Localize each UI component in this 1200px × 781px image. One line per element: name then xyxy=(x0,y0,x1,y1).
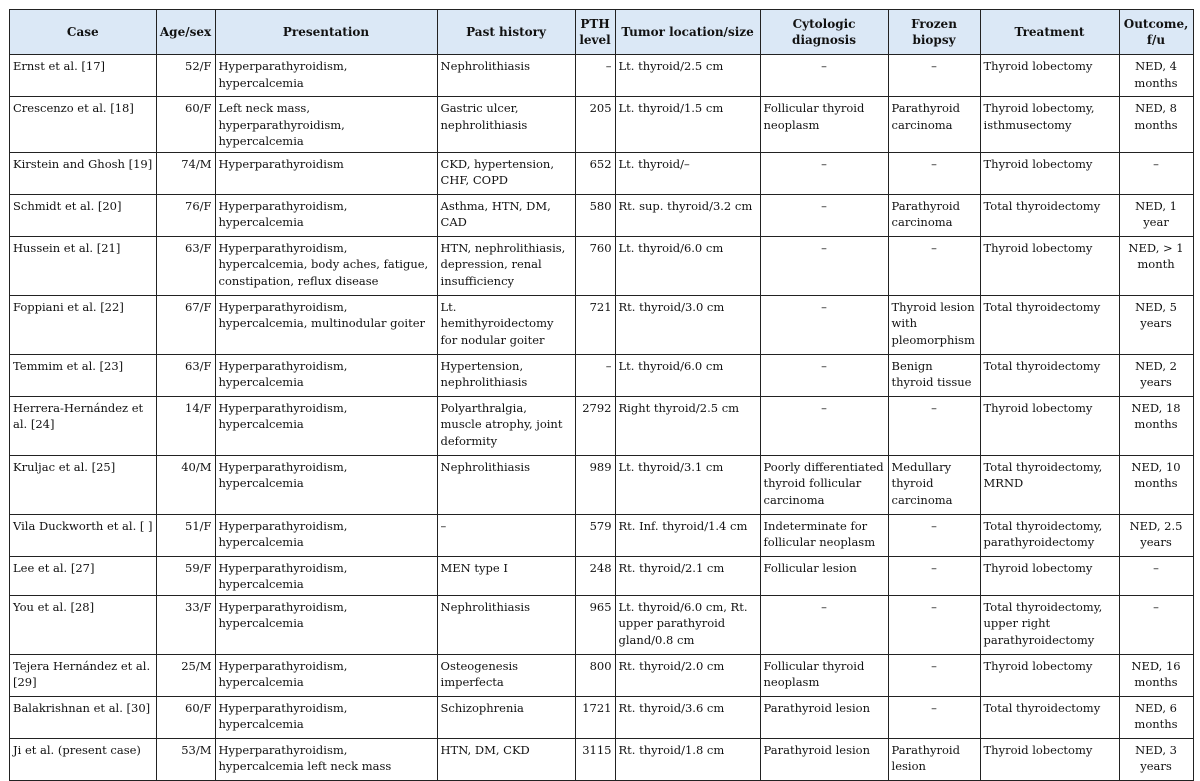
cell-treatment: Thyroid lobectomy xyxy=(980,556,1119,595)
cell-past-history: HTN, DM, CKD xyxy=(437,738,575,780)
header-outcome: Outcome, f/u xyxy=(1119,10,1193,55)
cell-case: Balakrishnan et al. [30] xyxy=(10,696,157,738)
cell-age-sex: 59/F xyxy=(156,556,215,595)
cell-case: Temmim et al. [23] xyxy=(10,354,157,396)
cell-case: Lee et al. [27] xyxy=(10,556,157,595)
cell-case: Herrera-Hernández et al. [24] xyxy=(10,396,157,455)
cell-pth-level: 652 xyxy=(575,152,615,194)
cell-past-history: Nephrolithiasis xyxy=(437,55,575,97)
header-pth-level: PTH level xyxy=(575,10,615,55)
cell-pth-level: 1721 xyxy=(575,696,615,738)
cell-outcome: NED, 6 months xyxy=(1119,696,1193,738)
cell-tumor-location: Lt. thyroid/6.0 cm xyxy=(615,236,760,295)
cell-past-history: Osteogenesis imperfecta xyxy=(437,654,575,696)
header-frozen-biopsy: Frozen biopsy xyxy=(888,10,980,55)
cell-outcome: NED, 3 years xyxy=(1119,738,1193,780)
cell-presentation: Hyperparathyroidism, hypercalcemia xyxy=(215,455,437,514)
cell-past-history: Schizophrenia xyxy=(437,696,575,738)
cell-frozen-biopsy: – xyxy=(888,595,980,654)
cell-cytologic-diagnosis: – xyxy=(760,194,888,236)
cell-tumor-location: Lt. thyroid/6.0 cm, Rt. upper parathyroid gland/0.8 cm xyxy=(615,595,760,654)
cell-presentation: Hyperparathyroidism, hypercalcemia xyxy=(215,654,437,696)
cell-past-history: Gastric ulcer, nephrolithiasis xyxy=(437,97,575,153)
cell-frozen-biopsy: Thyroid lesion with pleomorphism xyxy=(888,295,980,354)
cell-case: Vila Duckworth et al. [ ] xyxy=(10,514,157,556)
cell-presentation: Hyperparathyroidism, hypercalcemia xyxy=(215,556,437,595)
cell-age-sex: 14/F xyxy=(156,396,215,455)
cell-outcome: NED, 18 months xyxy=(1119,396,1193,455)
cell-frozen-biopsy: – xyxy=(888,236,980,295)
cell-frozen-biopsy: Parathyroid carcinoma xyxy=(888,97,980,153)
cell-frozen-biopsy: – xyxy=(888,152,980,194)
cell-cytologic-diagnosis: Parathyroid lesion xyxy=(760,696,888,738)
cell-tumor-location: Right thyroid/2.5 cm xyxy=(615,396,760,455)
cell-pth-level: 760 xyxy=(575,236,615,295)
cell-cytologic-diagnosis: – xyxy=(760,396,888,455)
cell-treatment: Thyroid lobectomy xyxy=(980,654,1119,696)
cell-tumor-location: Rt. sup. thyroid/3.2 cm xyxy=(615,194,760,236)
cell-outcome: NED, > 1 month xyxy=(1119,236,1193,295)
table-body xyxy=(10,55,1194,781)
table-row xyxy=(10,236,1194,295)
cell-pth-level: 965 xyxy=(575,595,615,654)
cell-frozen-biopsy: – xyxy=(888,396,980,455)
cell-presentation: Hyperparathyroidism, hypercalcemia, body aches, fatigue, constipation, reflux disease xyxy=(215,236,437,295)
cell-treatment: Thyroid lobectomy xyxy=(980,152,1119,194)
cell-presentation: Hyperparathyroidism, hypercalcemia left neck mass xyxy=(215,738,437,780)
cell-outcome: NED, 4 months xyxy=(1119,55,1193,97)
cell-presentation: Hyperparathyroidism, hypercalcemia xyxy=(215,696,437,738)
cell-case: You et al. [28] xyxy=(10,595,157,654)
cell-tumor-location: Lt. thyroid/6.0 cm xyxy=(615,354,760,396)
cell-case: Kirstein and Ghosh [19] xyxy=(10,152,157,194)
table-row xyxy=(10,738,1194,780)
cell-frozen-biopsy: – xyxy=(888,55,980,97)
cell-outcome: NED, 10 months xyxy=(1119,455,1193,514)
cell-pth-level: 205 xyxy=(575,97,615,153)
cell-age-sex: 60/F xyxy=(156,696,215,738)
cell-frozen-biopsy: – xyxy=(888,654,980,696)
cell-tumor-location: Rt. thyroid/1.8 cm xyxy=(615,738,760,780)
cell-outcome: NED, 16 months xyxy=(1119,654,1193,696)
cell-cytologic-diagnosis: – xyxy=(760,55,888,97)
cell-cytologic-diagnosis: – xyxy=(760,354,888,396)
cell-past-history: MEN type I xyxy=(437,556,575,595)
cell-past-history: Polyarthralgia, muscle atrophy, joint deformity xyxy=(437,396,575,455)
table-row xyxy=(10,396,1194,455)
cell-cytologic-diagnosis: Follicular thyroid neoplasm xyxy=(760,654,888,696)
case-review-table xyxy=(9,9,1194,781)
cell-tumor-location: Lt. thyroid/2.5 cm xyxy=(615,55,760,97)
cell-past-history: Nephrolithiasis xyxy=(437,595,575,654)
cell-outcome: NED, 5 years xyxy=(1119,295,1193,354)
table-row xyxy=(10,654,1194,696)
header-row xyxy=(10,10,1194,55)
cell-past-history: Lt. hemithyroidectomy for nodular goiter xyxy=(437,295,575,354)
table-row xyxy=(10,514,1194,556)
cell-case: Crescenzo et al. [18] xyxy=(10,97,157,153)
cell-age-sex: 63/F xyxy=(156,354,215,396)
cell-tumor-location: Rt. thyroid/2.1 cm xyxy=(615,556,760,595)
cell-pth-level: 721 xyxy=(575,295,615,354)
table-row xyxy=(10,194,1194,236)
cell-case: Hussein et al. [21] xyxy=(10,236,157,295)
cell-pth-level: 248 xyxy=(575,556,615,595)
cell-past-history: – xyxy=(437,514,575,556)
cell-case: Ernst et al. [17] xyxy=(10,55,157,97)
cell-age-sex: 25/M xyxy=(156,654,215,696)
cell-past-history: HTN, nephrolithiasis, depression, renal insufficiency xyxy=(437,236,575,295)
cell-treatment: Thyroid lobectomy xyxy=(980,396,1119,455)
cell-outcome: – xyxy=(1119,595,1193,654)
cell-frozen-biopsy: – xyxy=(888,696,980,738)
cell-cytologic-diagnosis: – xyxy=(760,295,888,354)
cell-presentation: Left neck mass, hyperparathyroidism, hypercalcemia xyxy=(215,97,437,153)
cell-case: Ji et al. (present case) xyxy=(10,738,157,780)
cell-pth-level: 3115 xyxy=(575,738,615,780)
header-cytologic-diagnosis: Cytologic diagnosis xyxy=(760,10,888,55)
cell-presentation: Hyperparathyroidism, hypercalcemia xyxy=(215,194,437,236)
table-row xyxy=(10,97,1194,153)
cell-pth-level: – xyxy=(575,354,615,396)
cell-tumor-location: Rt. Inf. thyroid/1.4 cm xyxy=(615,514,760,556)
cell-treatment: Thyroid lobectomy xyxy=(980,55,1119,97)
cell-treatment: Total thyroidectomy, parathyroidectomy xyxy=(980,514,1119,556)
cell-age-sex: 67/F xyxy=(156,295,215,354)
cell-frozen-biopsy: – xyxy=(888,556,980,595)
cell-past-history: CKD, hypertension, CHF, COPD xyxy=(437,152,575,194)
cell-cytologic-diagnosis: Poorly differentiated thyroid follicular carcinoma xyxy=(760,455,888,514)
cell-treatment: Thyroid lobectomy xyxy=(980,738,1119,780)
table-row xyxy=(10,55,1194,97)
cell-pth-level: 989 xyxy=(575,455,615,514)
cell-treatment: Total thyroidectomy, MRND xyxy=(980,455,1119,514)
cell-frozen-biopsy: Parathyroid carcinoma xyxy=(888,194,980,236)
header-tumor-location: Tumor location/size xyxy=(615,10,760,55)
table-row xyxy=(10,152,1194,194)
cell-presentation: Hyperparathyroidism, hypercalcemia xyxy=(215,595,437,654)
cell-presentation: Hyperparathyroidism xyxy=(215,152,437,194)
cell-pth-level: 800 xyxy=(575,654,615,696)
header-age-sex: Age/sex xyxy=(156,10,215,55)
cell-treatment: Thyroid lobectomy xyxy=(980,236,1119,295)
table-row xyxy=(10,556,1194,595)
cell-presentation: Hyperparathyroidism, hypercalcemia, multinodular goiter xyxy=(215,295,437,354)
cell-tumor-location: Lt. thyroid/3.1 cm xyxy=(615,455,760,514)
cell-case: Kruljac et al. [25] xyxy=(10,455,157,514)
cell-outcome: NED, 8 months xyxy=(1119,97,1193,153)
cell-pth-level: – xyxy=(575,55,615,97)
cell-frozen-biopsy: – xyxy=(888,514,980,556)
cell-pth-level: 2792 xyxy=(575,396,615,455)
cell-cytologic-diagnosis: Follicular thyroid neoplasm xyxy=(760,97,888,153)
cell-pth-level: 579 xyxy=(575,514,615,556)
cell-age-sex: 76/F xyxy=(156,194,215,236)
cell-cytologic-diagnosis: – xyxy=(760,595,888,654)
cell-cytologic-diagnosis: – xyxy=(760,236,888,295)
cell-age-sex: 53/M xyxy=(156,738,215,780)
cell-case: Foppiani et al. [22] xyxy=(10,295,157,354)
cell-past-history: Hypertension, nephrolithiasis xyxy=(437,354,575,396)
cell-age-sex: 63/F xyxy=(156,236,215,295)
table-row xyxy=(10,595,1194,654)
cell-presentation: Hyperparathyroidism, hypercalcemia xyxy=(215,514,437,556)
cell-outcome: – xyxy=(1119,556,1193,595)
cell-age-sex: 52/F xyxy=(156,55,215,97)
cell-case: Tejera Hernández et al. [29] xyxy=(10,654,157,696)
cell-cytologic-diagnosis: Parathyroid lesion xyxy=(760,738,888,780)
cell-age-sex: 33/F xyxy=(156,595,215,654)
cell-cytologic-diagnosis: – xyxy=(760,152,888,194)
cell-tumor-location: Lt. thyroid/– xyxy=(615,152,760,194)
cell-outcome: – xyxy=(1119,152,1193,194)
cell-presentation: Hyperparathyroidism, hypercalcemia xyxy=(215,396,437,455)
cell-treatment: Total thyroidectomy xyxy=(980,696,1119,738)
header-case: Case xyxy=(10,10,157,55)
cell-presentation: Hyperparathyroidism, hypercalcemia xyxy=(215,354,437,396)
header-treatment: Treatment xyxy=(980,10,1119,55)
cell-tumor-location: Rt. thyroid/3.6 cm xyxy=(615,696,760,738)
cell-tumor-location: Rt. thyroid/2.0 cm xyxy=(615,654,760,696)
cell-tumor-location: Rt. thyroid/3.0 cm xyxy=(615,295,760,354)
cell-past-history: Asthma, HTN, DM, CAD xyxy=(437,194,575,236)
header-past-history: Past history xyxy=(437,10,575,55)
cell-age-sex: 40/M xyxy=(156,455,215,514)
cell-age-sex: 74/M xyxy=(156,152,215,194)
cell-age-sex: 51/F xyxy=(156,514,215,556)
cell-treatment: Total thyroidectomy xyxy=(980,295,1119,354)
cell-pth-level: 580 xyxy=(575,194,615,236)
cell-outcome: NED, 2.5 years xyxy=(1119,514,1193,556)
cell-outcome: NED, 1 year xyxy=(1119,194,1193,236)
table-row xyxy=(10,455,1194,514)
cell-case: Schmidt et al. [20] xyxy=(10,194,157,236)
cell-treatment: Thyroid lobectomy, isthmusectomy xyxy=(980,97,1119,153)
header-presentation: Presentation xyxy=(215,10,437,55)
cell-treatment: Total thyroidectomy xyxy=(980,194,1119,236)
cell-age-sex: 60/F xyxy=(156,97,215,153)
table-row xyxy=(10,696,1194,738)
cell-frozen-biopsy: Medullary thyroid carcinoma xyxy=(888,455,980,514)
cell-frozen-biopsy: Benign thyroid tissue xyxy=(888,354,980,396)
cell-cytologic-diagnosis: Indeterminate for follicular neoplasm xyxy=(760,514,888,556)
cell-frozen-biopsy: Parathyroid lesion xyxy=(888,738,980,780)
cell-treatment: Total thyroidectomy xyxy=(980,354,1119,396)
table-row xyxy=(10,354,1194,396)
cell-treatment: Total thyroidectomy, upper right parathyroidectomy xyxy=(980,595,1119,654)
cell-outcome: NED, 2 years xyxy=(1119,354,1193,396)
cell-tumor-location: Lt. thyroid/1.5 cm xyxy=(615,97,760,153)
cell-presentation: Hyperparathyroidism, hypercalcemia xyxy=(215,55,437,97)
cell-past-history: Nephrolithiasis xyxy=(437,455,575,514)
table-row xyxy=(10,295,1194,354)
cell-cytologic-diagnosis: Follicular lesion xyxy=(760,556,888,595)
